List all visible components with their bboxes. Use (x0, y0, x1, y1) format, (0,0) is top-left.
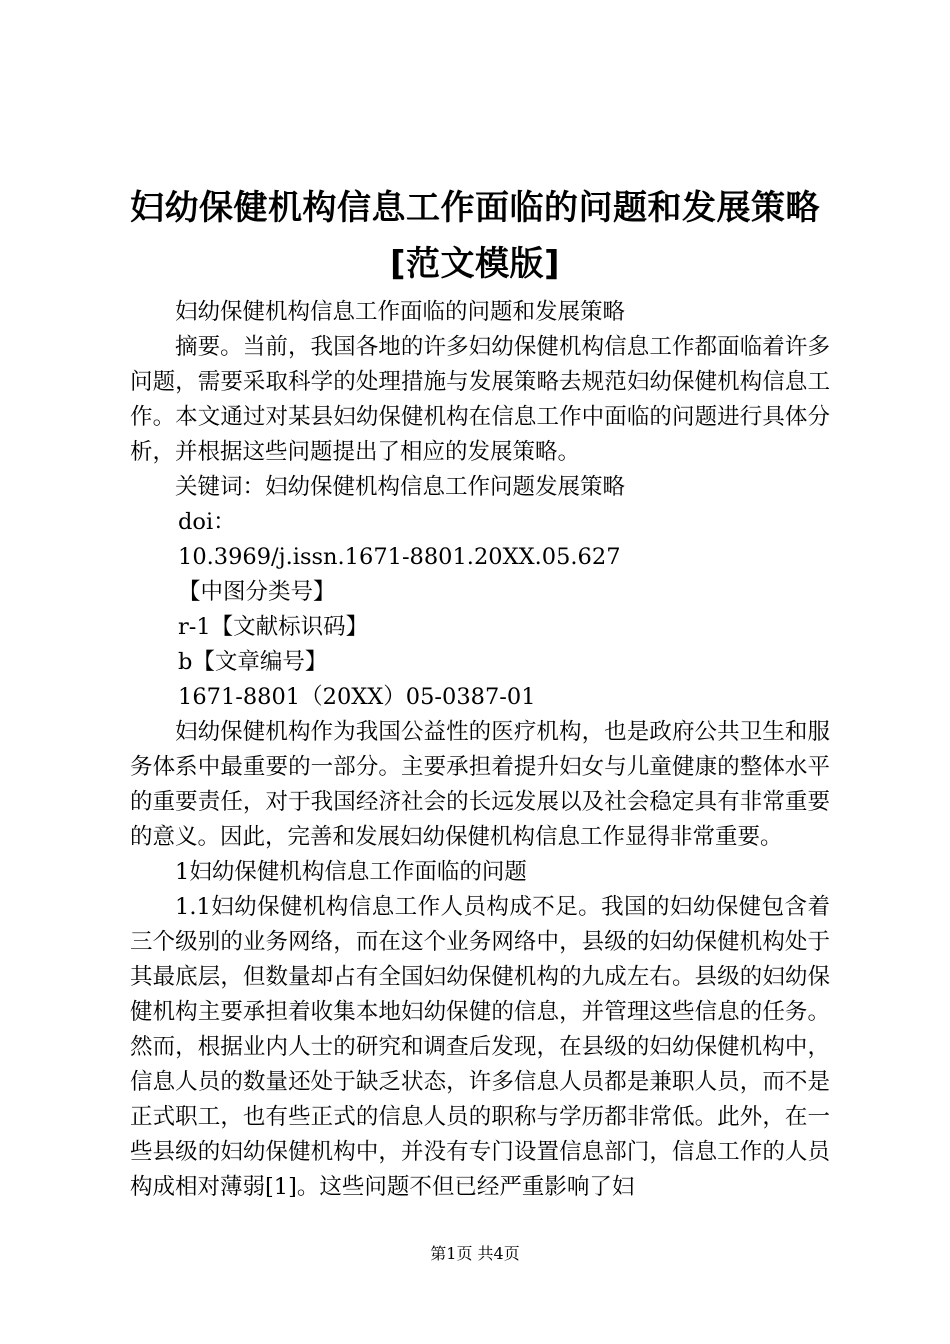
document-title: 妇幼保健机构信息工作面临的问题和发展策略 (130, 188, 820, 228)
section-paragraph: 1.1妇幼保健机构信息工作人员构成不足。我国的妇幼保健包含着三个级别的业务网络，而在这个业务网络中，县级的妇幼保健机构处于其最底层，但数量却占有全国妇幼保健机构的九成左右。县级的妇幼保健机构主要承担着收集本地妇幼保健的信息，并管理这些信息的任务。然而，根据业内人士的研究和调查后发现，在县级的妇幼保健机构中，信息人员的数量还处于缺乏状态，许多信息人员都是兼职人员，而不是正式职工，也有些正式的信息人员的职称与学历都非常低。此外，在一些县级的妇幼保健机构中，并没有专门设置信息部门，信息工作的人员构成相对薄弱[1]。这些问题不但已经严重影响了妇 (130, 894, 830, 1200)
abstract-paragraph: 摘要。当前，我国各地的许多妇幼保健机构信息工作都面临着许多问题，需要采取科学的处理措施与发展策略去规范妇幼保健机构信息工作。本文通过对某县妇幼保健机构在信息工作中面临的问题进行具体分析，并根据这些问题提出了相应的发展策略。 (130, 334, 830, 465)
classification-label: 【中图分类号】 (178, 579, 336, 605)
paragraph-heading: 妇幼保健机构信息工作面临的问题和发展策略 (175, 299, 626, 325)
document-title-suffix: [范文模版] (389, 244, 561, 284)
doi-label: doi： (178, 509, 236, 535)
document-id-label: r-1【文献标识码】 (178, 614, 369, 640)
document-body (130, 295, 830, 1205)
article-number-value: 1671-8801（20XX）05-0387-01 (178, 684, 536, 710)
keywords-line: 关键词：妇幼保健机构信息工作问题发展策略 (175, 474, 626, 500)
section-heading: 1妇幼保健机构信息工作面临的问题 (175, 859, 527, 885)
article-number-label: b【文章编号】 (178, 649, 328, 675)
page-footer: 第1页 共4页 (430, 1244, 520, 1263)
intro-paragraph: 妇幼保健机构作为我国公益性的医疗机构，也是政府公共卫生和服务体系中最重要的一部分。主要承担着提升妇女与儿童健康的整体水平的重要责任，对于我国经济社会的长远发展以及社会稳定具有非常重要的意义。因此，完善和发展妇幼保健机构信息工作显得非常重要。 (130, 719, 830, 850)
doi-value: 10.3969/j.issn.1671-8801.20XX.05.627 (178, 544, 621, 570)
